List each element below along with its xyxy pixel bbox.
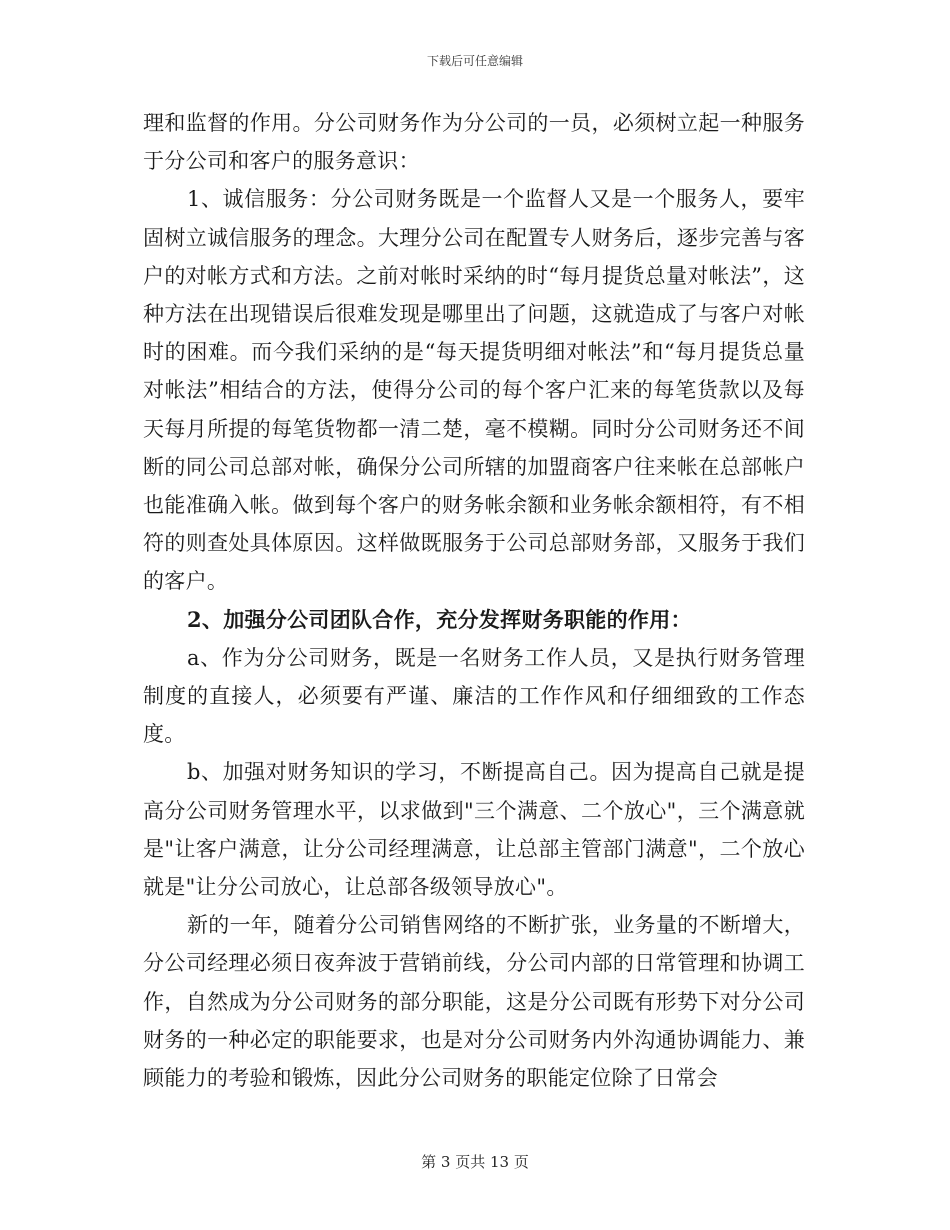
- paragraph-continuation: 理和监督的作用。分公司财务作为分公司的一员，必须树立起一种服务于分公司和客户的服务意识：: [143, 111, 805, 174]
- page-header-note: 下载后可任意编辑: [426, 54, 523, 68]
- paragraph-item-b: b、加强对财务知识的学习，不断提高自己。因为提高自己就是提高分公司财务管理水平，以求做到"三个满意、二个放心"，三个满意就是"让客户满意，让分公司经理满意，让总部主管部门满意"，二个放心就是"让分公司放心，让总部各级领导放心"。: [143, 760, 805, 900]
- paragraph-integrity-service: 1、诚信服务：分公司财务既是一个监督人又是一个服务人，要牢固树立诚信服务的理念。大理分公司在配置专人财务后，逐步完善与客户的对帐方式和方法。之前对帐时采纳的时“每月提货总量对帐法”，这种方法在出现错误后很难发现是哪里出了问题，这就造成了与客户对帐时的困难。而今我们采纳的是“每天提货明细对帐法”和“每月提货总量对帐法”相结合的方法，使得分公司的每个客户汇来的每笔货款以及每天每月所提的每笔货物都一清二楚，毫不模糊。同时分公司财务还不间断的同公司总部对帐，确保分公司所辖的加盟商客户往来帐在总部帐户也能准确入帐。做到每个客户的财务帐余额和业务帐余额相符，有不相符的则查处具体原因。这样做既服务于公司总部财务部，又服务于我们的客户。: [143, 187, 805, 594]
- paragraph-new-year: 新的一年，随着分公司销售网络的不断扩张，业务量的不断增大，分公司经理必须日夜奔波于营销前线，分公司内部的日常管理和协调工作，自然成为分公司财务的部分职能，这是分公司既有形势下对分公司财务的一种必定的职能要求，也是对分公司财务内外沟通协调能力、兼顾能力的考验和锻炼，因此分公司财务的职能定位除了日常会: [143, 913, 805, 1091]
- page-number: 第 3 页共 13 页: [421, 1153, 529, 1171]
- section-heading-teamwork: 2、加强分公司团队合作，充分发挥财务职能的作用：: [187, 606, 692, 632]
- document-body: [143, 104, 805, 1097]
- paragraph-item-a: a、作为分公司财务，既是一名财务工作人员，又是执行财务管理制度的直接人，必须要有严谨、廉洁的工作作风和仔细细致的工作态度。: [143, 645, 805, 747]
